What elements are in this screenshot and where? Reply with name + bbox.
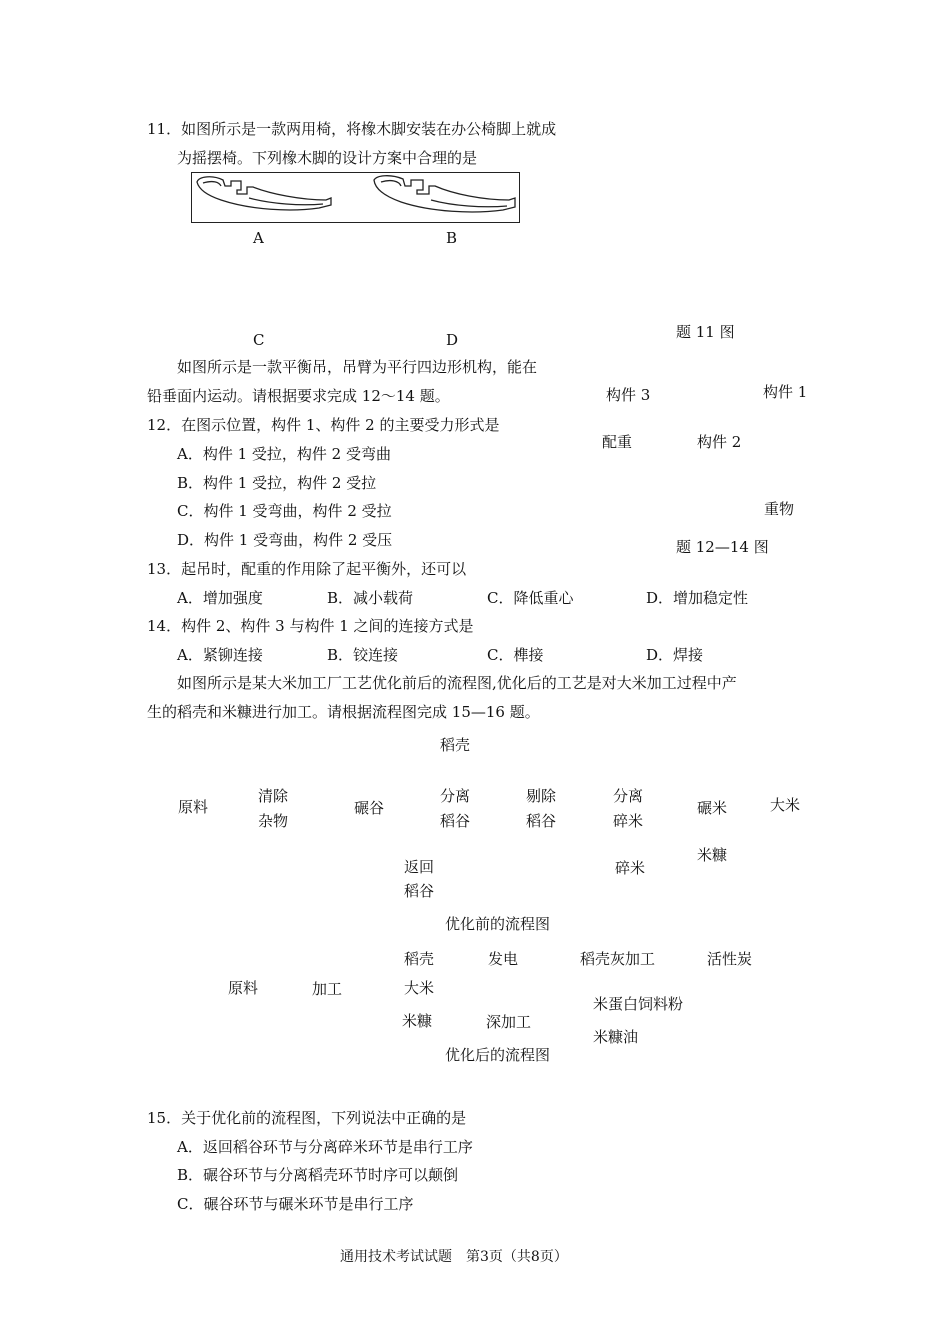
before-clean-line2: 杂物 bbox=[258, 812, 289, 830]
after-raw: 原料 bbox=[228, 979, 259, 997]
before-raw: 原料 bbox=[178, 798, 209, 816]
fig-label-counterweight: 配重 bbox=[602, 433, 633, 451]
q11-option-d-label: D bbox=[446, 331, 459, 349]
q15-option-c: C．碾谷环节与碾米环节是串行工序 bbox=[177, 1195, 414, 1213]
before-return-line1: 返回 bbox=[404, 858, 435, 876]
q14-stem: 14．构件 2、构件 3 与构件 1 之间的连接方式是 bbox=[147, 617, 474, 635]
before-sep-husk-line1: 分离 bbox=[440, 787, 471, 805]
q15-option-a: A．返回稻谷环节与分离碎米环节是串行工序 bbox=[177, 1138, 473, 1156]
after-carbon: 活性炭 bbox=[707, 950, 753, 968]
before-flow-caption: 优化前的流程图 bbox=[445, 915, 551, 933]
before-return-line2: 稻谷 bbox=[404, 882, 435, 900]
before-sep-broken-line1: 分离 bbox=[613, 787, 644, 805]
q15-option-b: B．碾谷环节与分离稻壳环节时序可以颠倒 bbox=[177, 1166, 459, 1184]
q11-figure-caption: 题 11 图 bbox=[676, 323, 735, 341]
q12-stem: 12．在图示位置，构件 1、构件 2 的主要受力形式是 bbox=[147, 416, 500, 434]
after-rice: 大米 bbox=[404, 979, 435, 997]
after-process: 加工 bbox=[312, 980, 343, 998]
before-bran: 米糠 bbox=[697, 846, 728, 864]
q11-option-b-label: B bbox=[446, 229, 458, 247]
q12-option-c: C．构件 1 受弯曲，构件 2 受拉 bbox=[177, 502, 392, 520]
q13-option-d: D．增加稳定性 bbox=[646, 589, 749, 607]
q15-stem: 15．关于优化前的流程图，下列说法中正确的是 bbox=[147, 1109, 467, 1127]
after-oil: 米糠油 bbox=[593, 1028, 639, 1046]
before-remove-line2: 稻谷 bbox=[526, 812, 557, 830]
q11-option-c-label: C bbox=[253, 331, 265, 349]
before-husk: 稻壳 bbox=[440, 736, 471, 754]
q14-option-d: D．焊接 bbox=[646, 646, 704, 664]
q11-stem-line2: 为摇摆椅。下列橡木脚的设计方案中合理的是 bbox=[177, 149, 478, 167]
rocker-foot-a bbox=[197, 177, 331, 210]
before-broken: 碎米 bbox=[615, 859, 646, 877]
page-footer: 通用技术考试试题 第3页（共8页） bbox=[340, 1249, 568, 1265]
before-mill: 碾米 bbox=[697, 799, 728, 817]
fig-12-14-caption: 题 12—14 图 bbox=[676, 538, 769, 556]
fig-label-part3: 构件 3 bbox=[606, 386, 651, 404]
q13-option-c: C．降低重心 bbox=[487, 589, 574, 607]
q13-stem: 13．起吊时，配重的作用除了起平衡外，还可以 bbox=[147, 560, 467, 578]
q12-option-b: B．构件 1 受拉，构件 2 受拉 bbox=[177, 474, 377, 492]
before-rice: 大米 bbox=[770, 796, 801, 814]
intro-12-14-line1: 如图所示是一款平衡吊，吊臂为平行四边形机构，能在 bbox=[177, 358, 538, 376]
before-hull: 碾谷 bbox=[354, 799, 385, 817]
q11-option-a-label: A bbox=[253, 229, 264, 247]
before-clean-line1: 清除 bbox=[258, 787, 289, 805]
before-remove-line1: 剔除 bbox=[526, 787, 557, 805]
q14-option-c: C．榫接 bbox=[487, 646, 544, 664]
intro-15-16-line2: 生的稻壳和米糠进行加工。请根据流程图完成 15—16 题。 bbox=[147, 703, 540, 721]
rocker-foot-options-figure bbox=[191, 172, 520, 223]
after-protein: 米蛋白饲料粉 bbox=[593, 995, 684, 1013]
intro-15-16-line1: 如图所示是某大米加工厂工艺优化前后的流程图,优化后的工艺是对大米加工过程中产 bbox=[177, 674, 737, 692]
q13-option-b: B．减小载荷 bbox=[327, 589, 414, 607]
intro-12-14-line2: 铅垂面内运动。请根据要求完成 12～14 题。 bbox=[147, 387, 450, 405]
q14-option-b: B．铰连接 bbox=[327, 646, 399, 664]
q11-stem-line1: 11．如图所示是一款两用椅，将橡木脚安装在办公椅脚上就成 bbox=[147, 120, 557, 138]
after-ash: 稻壳灰加工 bbox=[580, 950, 656, 968]
q12-option-d: D．构件 1 受弯曲，构件 2 受压 bbox=[177, 531, 393, 549]
rocker-foot-b bbox=[374, 176, 515, 212]
before-sep-husk-line2: 稻谷 bbox=[440, 812, 471, 830]
q12-option-a: A．构件 1 受拉，构件 2 受弯曲 bbox=[177, 445, 391, 463]
fig-label-part2: 构件 2 bbox=[697, 433, 742, 451]
after-flow-caption: 优化后的流程图 bbox=[445, 1046, 551, 1064]
after-husk: 稻壳 bbox=[404, 950, 435, 968]
after-power: 发电 bbox=[488, 950, 519, 968]
after-deep: 深加工 bbox=[486, 1013, 532, 1031]
q13-option-a: A．增加强度 bbox=[177, 589, 263, 607]
q14-option-a: A．紧铆连接 bbox=[177, 646, 263, 664]
before-sep-broken-line2: 碎米 bbox=[613, 812, 644, 830]
fig-label-load: 重物 bbox=[764, 500, 795, 518]
fig-label-part1: 构件 1 bbox=[763, 383, 808, 401]
after-bran: 米糠 bbox=[402, 1012, 433, 1030]
